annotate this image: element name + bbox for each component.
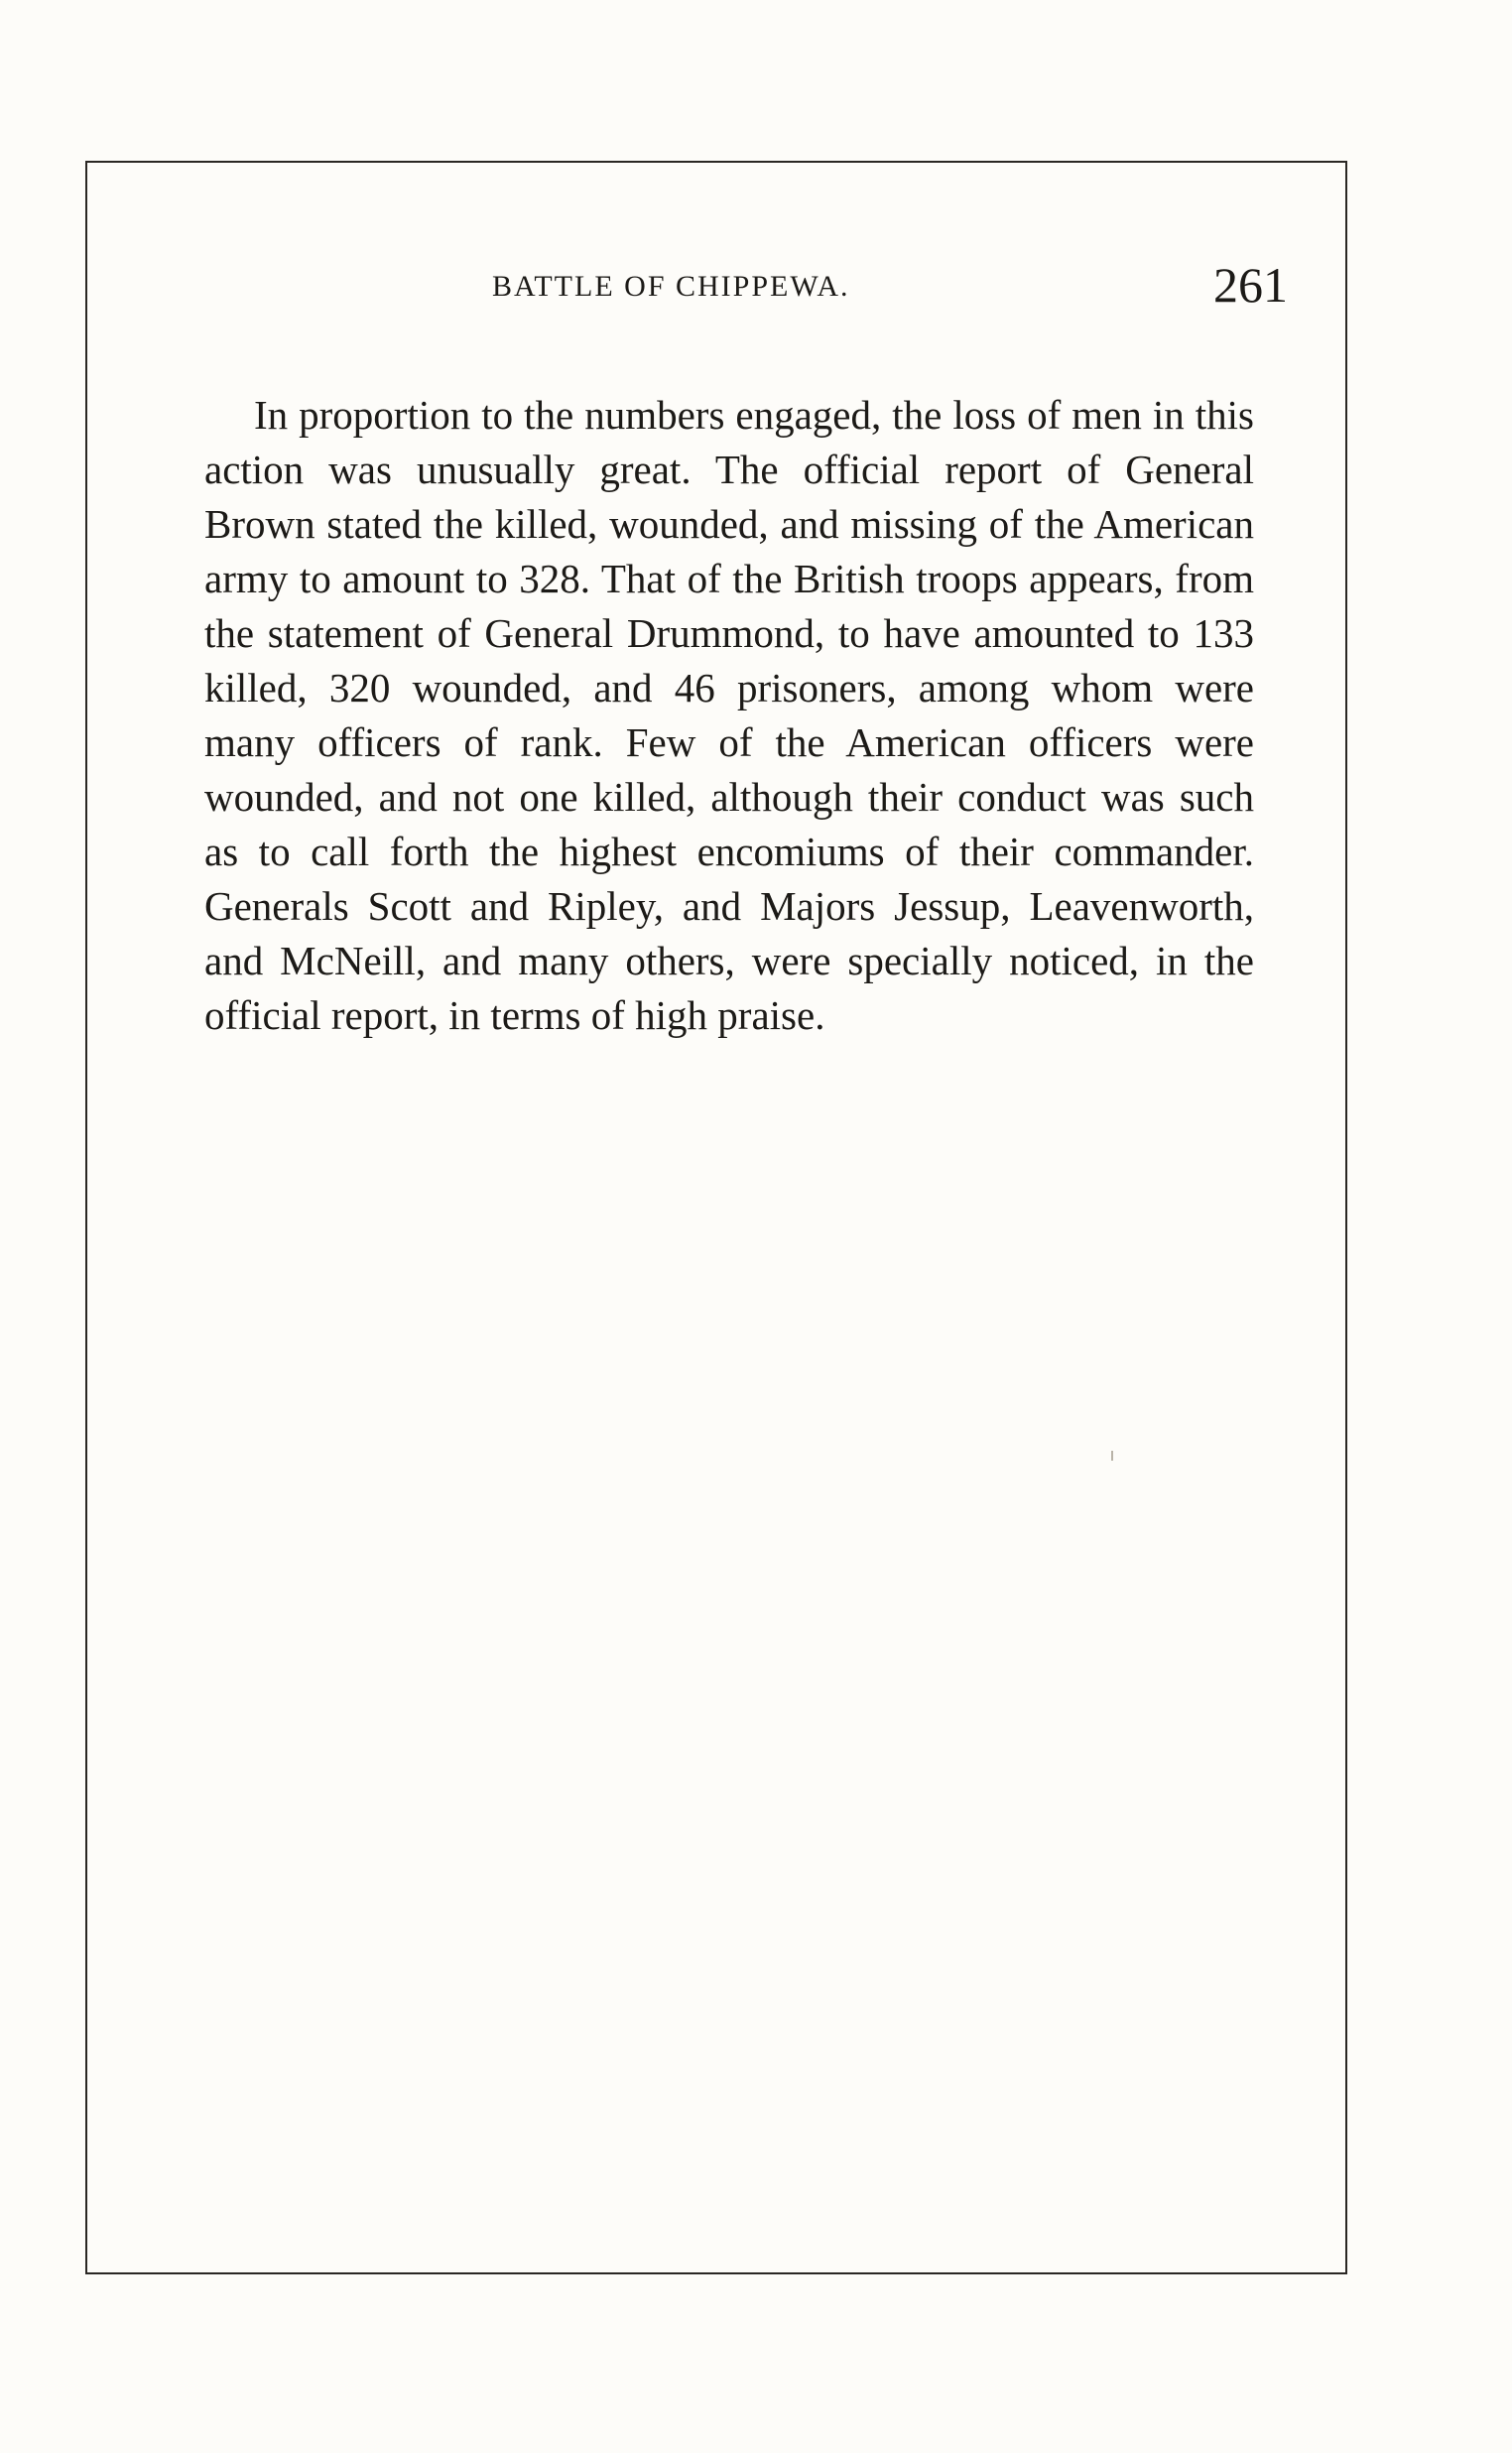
running-head (204, 256, 1294, 316)
running-head-title: BATTLE OF CHIPPEWA. (492, 270, 850, 303)
body-paragraph: In proportion to the numbers engaged, the loss of men in this action was unusually great. The official report of General Brown stated the killed, wounded, and missing of the American army to amount to 328. That of the British troops appears, from the statement of General Drummond, to have amounted to 133 killed, 320 wounded, and 46 prisoners, among whom were many officers of rank. Few of the American officers were wounded, and not one killed, although their conduct was such as to call forth the highest encomiums of their commander. Generals Scott and Ripley, and Majors Jessup, Leavenworth, and McNeill, and many others, were specially noticed, in the official report, in terms of high praise. (204, 392, 1254, 1038)
paper-speck (1111, 1451, 1113, 1461)
page-number: 261 (1213, 257, 1288, 313)
